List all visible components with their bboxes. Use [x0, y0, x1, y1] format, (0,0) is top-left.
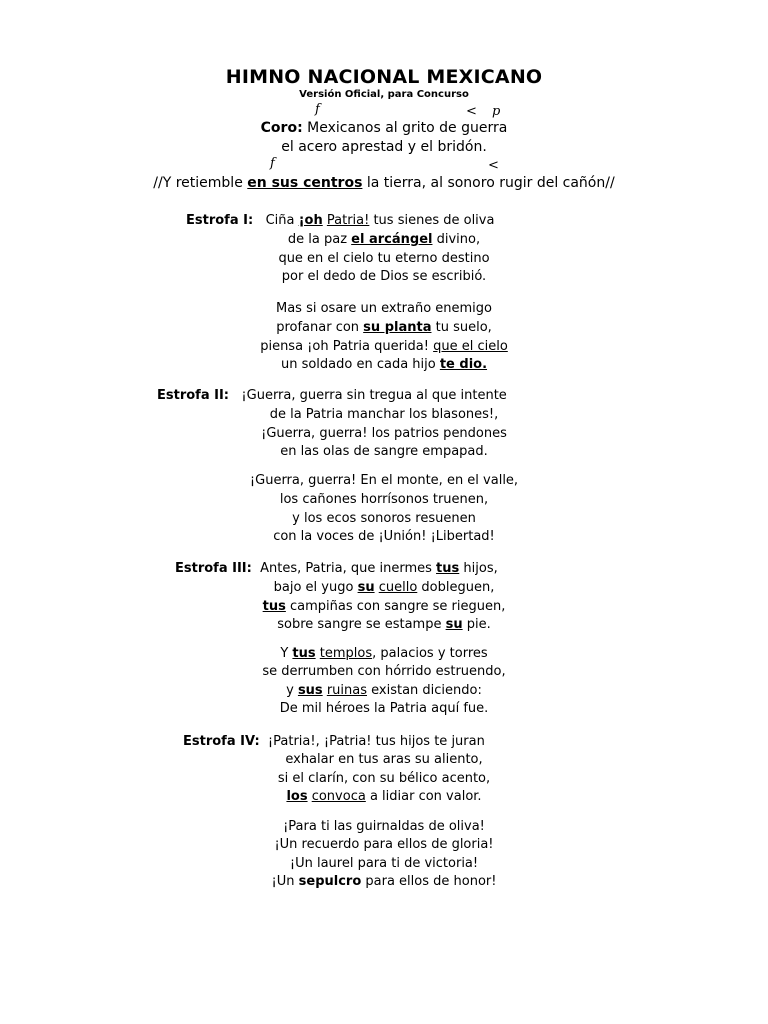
estrofa-1-line-4: por el dedo de Dios se escribió. — [281, 269, 487, 284]
e1-l6-su-planta: su planta — [363, 320, 432, 335]
e3-l7-ruinas: ruinas — [326, 683, 367, 698]
e3-l7-sus: sus — [297, 683, 323, 698]
e1-l8-a: un soldado en cada hijo — [280, 357, 440, 372]
estrofa-3-line-7 — [0, 682, 768, 701]
estrofa-2-line-2: de la Patria manchar los blasones!, — [269, 407, 499, 422]
e3-l5-tus: tus — [292, 646, 316, 661]
coro-label: Coro: — [260, 120, 303, 136]
estrofa-2-line-7: y los ecos sonoros resuenen — [292, 511, 476, 526]
e3-l2-su: su — [357, 580, 375, 595]
e1-l1-e: tus sienes de oliva — [369, 213, 495, 228]
estrofa-2-label: Estrofa II: — [157, 388, 230, 403]
estrofa-4-line-4 — [0, 788, 768, 807]
estrofa-4-line-3: si el clarín, con su bélico acento, — [277, 771, 491, 786]
e1-l1-oh: ¡oh — [298, 213, 323, 228]
e3-l3-tus: tus — [262, 599, 286, 614]
estrofa-1-label: Estrofa I: — [186, 213, 254, 228]
e4-l1: ¡Patria!, ¡Patria! tus hijos te juran — [267, 734, 485, 749]
e1-l6-a: profanar con — [276, 320, 364, 335]
coro-line-3-c: la tierra, al sonoro rugir del cañón// — [362, 175, 615, 191]
e1-l2-c: divino, — [432, 232, 481, 247]
estrofa-3-line-4 — [0, 616, 768, 635]
estrofa-4-line-6: ¡Un recuerdo para ellos de gloria! — [274, 837, 494, 852]
e3-l1-a: Antes, Patria, que inermes — [260, 561, 437, 576]
e4-l4-los: los — [286, 789, 308, 804]
estrofa-3-line-2 — [0, 579, 768, 598]
estrofa-3-label: Estrofa III: — [175, 561, 252, 576]
estrofa-2-line-4: en las olas de sangre empapad. — [280, 444, 488, 459]
estrofa-1-line-7 — [0, 338, 768, 357]
estrofa-1-line-3: que en el cielo tu eterno destino — [278, 251, 490, 266]
e4-l8-a: ¡Un — [271, 874, 299, 889]
e3-l7-a: y — [286, 683, 298, 698]
coro-line-3-emph: en sus centros — [247, 175, 363, 191]
estrofa-4-label: Estrofa IV: — [183, 734, 260, 749]
coro-line-2: el acero aprestad y el bridón. — [281, 139, 487, 155]
e3-l2-e: dobleguen, — [417, 580, 495, 595]
e1-l2-a: de la paz — [287, 232, 352, 247]
dynamic-crescendo: < — [466, 104, 477, 119]
estrofa-2-line-1 — [157, 387, 507, 406]
e3-l4-a: sobre sangre se estampe — [277, 617, 446, 632]
e3-l2-a: bajo el yugo — [273, 580, 358, 595]
estrofa-2-line-6: los cañones horrísonos truenen, — [279, 492, 489, 507]
estrofa-3-line-1 — [175, 560, 498, 579]
coro-line-3 — [0, 174, 768, 193]
dynamic-piano: p — [492, 104, 501, 119]
estrofa-4-line-1 — [183, 733, 485, 752]
dynamic-forte: f — [315, 102, 320, 117]
coro-line-3-a: //Y retiemble — [153, 175, 248, 191]
dynamic-crescendo-2: < — [488, 158, 499, 173]
e1-l6-c: tu suelo, — [431, 320, 492, 335]
estrofa-2-line-3: ¡Guerra, guerra! los patrios pendones — [261, 426, 507, 441]
e1-l8-te-dio: te dio. — [439, 357, 488, 372]
estrofa-1-line-2 — [0, 231, 768, 250]
e3-l4-su: su — [445, 617, 463, 632]
e3-l5-templos: templos — [319, 646, 373, 661]
estrofa-1-line-6 — [0, 319, 768, 338]
e2-l1: ¡Guerra, guerra sin tregua al que intente — [241, 388, 507, 403]
estrofa-1-line-5: Mas si osare un extraño enemigo — [275, 301, 492, 316]
estrofa-1-line-1 — [186, 212, 494, 231]
e3-l5-e: , palacios y torres — [372, 646, 488, 661]
estrofa-3-line-3 — [0, 598, 768, 617]
e1-l7-a: piensa ¡oh Patria querida! — [260, 339, 434, 354]
document-subtitle: Versión Oficial, para Concurso — [299, 89, 469, 100]
e3-l5-a: Y — [280, 646, 293, 661]
estrofa-2-line-5: ¡Guerra, guerra! En el monte, en el valle, — [249, 473, 519, 488]
coro-text: Mexicanos al grito de guerra — [307, 120, 508, 136]
estrofa-4-line-5: ¡Para ti las guirnaldas de oliva! — [283, 819, 485, 834]
estrofa-3-line-6: se derrumben con hórrido estruendo, — [262, 664, 506, 679]
e3-l2-cuello: cuello — [378, 580, 418, 595]
e1-l1-patria: Patria! — [326, 213, 370, 228]
e1-l7-que-el-cielo: que el cielo — [433, 339, 508, 354]
e3-l1-c: hijos, — [459, 561, 498, 576]
estrofa-4-line-8 — [0, 873, 768, 892]
coro-line-1 — [0, 119, 768, 138]
e3-l1-tus: tus — [436, 561, 460, 576]
e4-l8-sepulcro: sepulcro — [298, 874, 362, 889]
e1-l1-a: Ciña — [265, 213, 299, 228]
e3-l4-c: pie. — [462, 617, 491, 632]
document-title: HIMNO NACIONAL MEXICANO — [225, 66, 543, 88]
dynamic-forte-2: f — [270, 156, 275, 171]
estrofa-1-line-8 — [0, 356, 768, 375]
estrofa-3-line-8: De mil héroes la Patria aquí fue. — [279, 701, 489, 716]
estrofa-4-line-7: ¡Un laurel para ti de victoria! — [289, 856, 479, 871]
e4-l4-convoca: convoca — [311, 789, 366, 804]
e4-l8-c: para ellos de honor! — [361, 874, 497, 889]
estrofa-3-line-5 — [0, 645, 768, 664]
estrofa-2-line-8: con la voces de ¡Unión! ¡Libertad! — [273, 529, 495, 544]
e3-l3-b: campiñas con sangre se rieguen, — [285, 599, 506, 614]
estrofa-4-line-2: exhalar en tus aras su aliento, — [285, 752, 483, 767]
e1-l2-arcangel: el arcángel — [351, 232, 433, 247]
e3-l7-e: existan diciendo: — [367, 683, 482, 698]
e4-l4-d: a lidiar con valor. — [365, 789, 482, 804]
